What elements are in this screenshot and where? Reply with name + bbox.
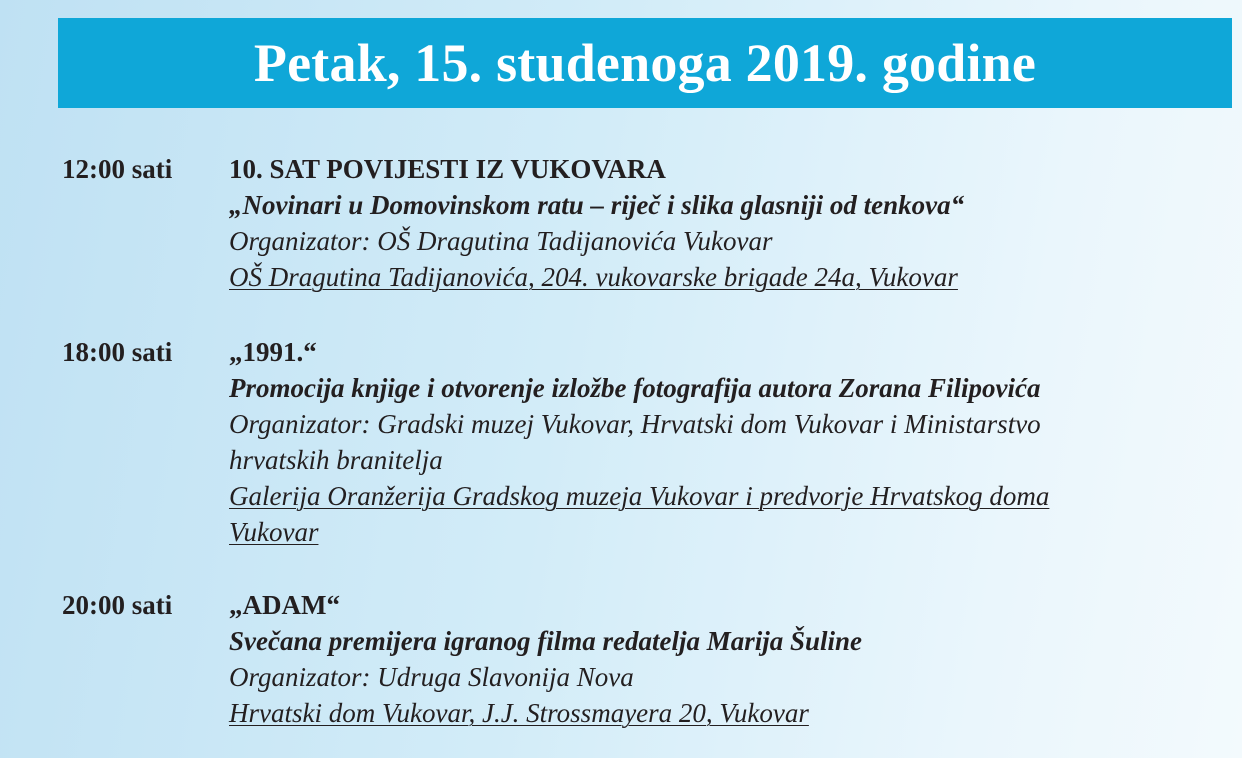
event-organizer: Organizator: Gradski muzej Vukovar, Hrvatski dom Vukovar i Ministarstvo [229, 409, 1041, 439]
event-organizer: Organizator: Udruga Slavonija Nova [229, 662, 634, 692]
date-header-banner [58, 18, 1232, 108]
event-organizer-continued: hrvatskih branitelja [229, 445, 443, 475]
event-title: „1991.“ [229, 337, 317, 367]
event-details [229, 587, 1229, 731]
event-location: Galerija Oranžerija Gradskog muzeja Vukovar i predvorje Hrvatskog doma [229, 481, 1050, 511]
event-location: OŠ Dragutina Tadijanovića, 204. vukovarske brigade 24a, Vukovar [229, 262, 958, 292]
page-title: Petak, 15. studenoga 2019. godine [253, 33, 1037, 93]
event-details [229, 151, 1229, 295]
event-subtitle: Promocija knjige i otvorenje izložbe fotografija autora Zorana Filipovića [229, 373, 1041, 403]
event-time: 20:00 sati [62, 590, 173, 620]
event-location: Hrvatski dom Vukovar, J.J. Strossmayera 20, Vukovar [229, 698, 809, 728]
event-title: „ADAM“ [229, 590, 340, 620]
event-details [229, 334, 1229, 550]
event-time: 18:00 sati [62, 337, 173, 367]
event-location-continued: Vukovar [229, 517, 319, 547]
event-organizer: Organizator: OŠ Dragutina Tadijanovića Vukovar [229, 226, 773, 256]
event-subtitle: Svečana premijera igranog filma redatelja Marija Šuline [229, 626, 863, 656]
event-title: 10. SAT POVIJESTI IZ VUKOVARA [229, 154, 666, 184]
event-time: 12:00 sati [62, 154, 173, 184]
event-subtitle: „Novinari u Domovinskom ratu – riječ i slika glasniji od tenkova“ [229, 190, 965, 220]
